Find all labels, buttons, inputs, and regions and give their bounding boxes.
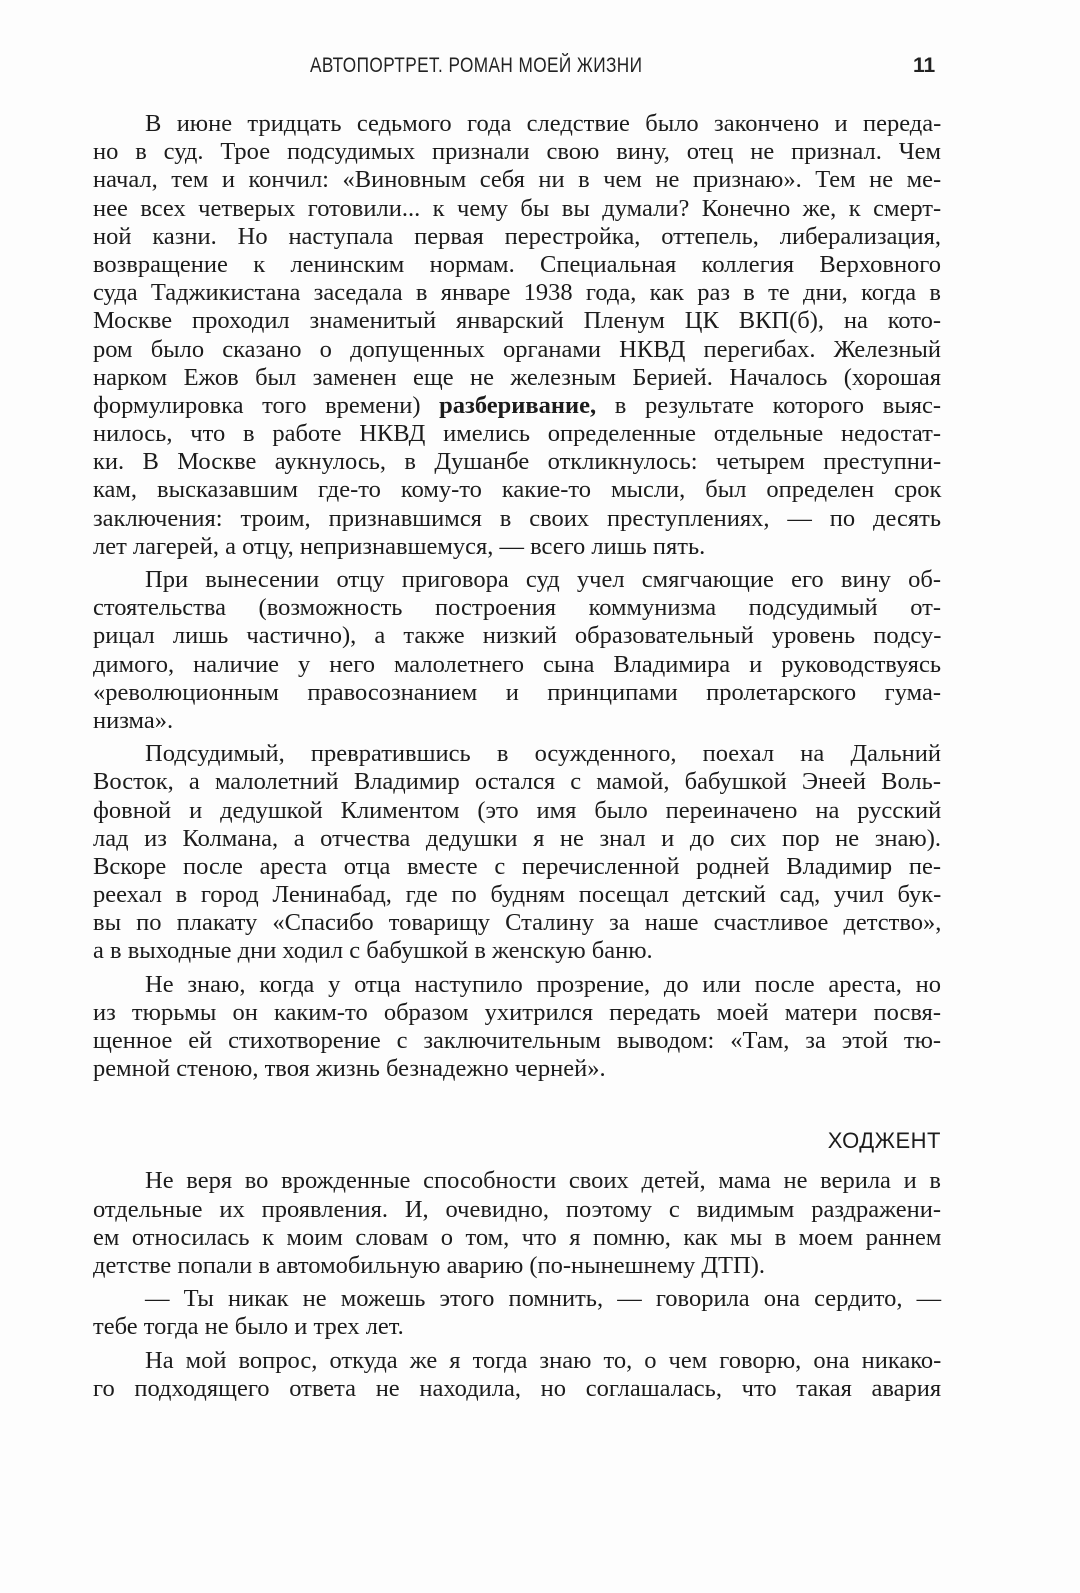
paragraph (93, 971, 941, 1084)
paragraph (93, 110, 941, 561)
text-line: реехал в город Ленинабад, где по будням посещал детский сад, учил бук- (93, 881, 942, 909)
text-line: рицал лишь частично), а также низкий образовательный уровень подсу- (93, 622, 942, 650)
text-line: щенное ей стихотворение с заключительным выводом: «Там, за этой тю- (93, 1027, 942, 1054)
text-line: ки. В Москве аукнулось, в Душанбе откликнулось: четырем преступни- (93, 448, 942, 476)
paragraph (93, 740, 941, 966)
text-line: го подходящего ответа не находила, но соглашалась, что такая авария (93, 1374, 942, 1402)
text-line: лет лагерей, а отцу, непризнавшемуся, — всего лишь пять. (93, 532, 706, 560)
bold-term: разберивание, (439, 391, 597, 419)
text-line: «революционным правосознанием и принципами пролетарского гума- (93, 678, 941, 706)
paragraph (93, 1347, 941, 1403)
text-line: На мой вопрос, откуда же я тогда знаю то, о чем говорю, она никако- (145, 1346, 942, 1374)
section-heading: ХОДЖЕНТ (827, 1128, 941, 1154)
text-line: заключения: троим, признавшимся в своих преступлениях, — по десять (93, 504, 941, 532)
text-line: но в суд. Трое подсудимых признали свою вину, отец не признал. Чем (93, 138, 941, 166)
text-line: ром было сказано о допущенных органами НКВД перегибах. Железный (93, 335, 941, 363)
text-fragment: в результате которого выяс- (596, 391, 942, 419)
body-text (93, 110, 941, 1408)
text-line: кам, высказавшим где-то кому-то какие-то мысли, был определен срок (93, 476, 942, 504)
paragraph (93, 1167, 941, 1280)
text-line: низма». (93, 706, 174, 734)
text-line: Восток, а малолетний Владимир остался с мамой, бабушкой Энеей Воль- (93, 768, 941, 796)
text-line: Вскоре после ареста отца вместе с перечисленной родней Владимир пе- (93, 852, 941, 880)
running-head-title: АВТОПОРТРЕТ. РОМАН МОЕЙ ЖИЗНИ (310, 54, 643, 77)
text-line: При вынесении отцу приговора суд учел смягчающие его вину об- (145, 566, 942, 593)
text-line: лад из Колмана, а отчества дедушки я не знал и до сих пор не знаю). (93, 824, 941, 852)
text-line: В июне тридцать седьмого года следствие было закончено и переда- (145, 110, 942, 137)
text-line: ремной стеною, твоя жизнь безнадежно черней». (93, 1055, 606, 1083)
text-line: суда Таджикистана заседала в январе 1938 года, как раз в те дни, когда в (93, 279, 942, 307)
text-line: а в выходные дни ходил с бабушкой в женскую баню. (93, 937, 653, 965)
text-line: димого, наличие у него малолетнего сына Владимира и руководствуясь (93, 650, 941, 678)
text-line: — Ты никак не можешь этого помнить, — говорила она сердито, — (145, 1285, 942, 1313)
page-number: 11 (913, 54, 936, 77)
text-line: фовной и дедушкой Климентом (это имя было переиначено на русский (93, 796, 942, 824)
paragraph (93, 1285, 941, 1341)
text-line: Москве проходил знаменитый январский Пленум ЦК ВКП(б), на кото- (93, 307, 942, 335)
text-line: детстве попали в автомобильную аварию (по-нынешнему ДТП). (93, 1251, 765, 1279)
paragraph (93, 566, 941, 735)
text-line: нее всех четверых готовили... к чему бы вы думали? Конечно же, к смерт- (93, 194, 942, 222)
text-line: возвращение к ленинским нормам. Специальная коллегия Верховного (93, 250, 941, 278)
text-line: нилось, что в работе НКВД имелись определенные отдельные недостат- (93, 420, 941, 448)
text-fragment: формулировка того времени) (93, 391, 440, 419)
text-line: ной казни. Но наступала первая перестройка, оттепель, либерализация, (93, 222, 941, 250)
text-line: тебе тогда не было и трех лет. (93, 1313, 404, 1341)
text-line: стоятельства (возможность построения коммунизма подсудимый от- (93, 594, 941, 622)
text-line: Не знаю, когда у отца наступило прозрение, до или после ареста, но (145, 970, 941, 998)
text-line: вы по плакату «Спасибо товарищу Сталину за наше счастливое детство», (93, 909, 942, 937)
text-line: из тюрьмы он каким-то образом ухитрился передать моей матери посвя- (93, 998, 941, 1026)
text-line (93, 392, 941, 420)
text-line: отдельные их проявления. И, очевидно, поэтому с видимым раздражени- (93, 1195, 942, 1223)
text-line: Не веря во врожденные способности своих детей, мама не верила и в (145, 1167, 941, 1195)
text-line: Подсудимый, превратившись в осужденного, поехал на Дальний (145, 740, 941, 768)
text-line: ем относилась к моим словам о том, что я помню, как мы в моем раннем (93, 1223, 942, 1251)
text-line: нарком Ежов был заменен еще не железным Берией. Началось (хорошая (93, 363, 941, 391)
text-line: начал, тем и кончил: «Виновным себя ни в чем не признаю». Тем не ме- (93, 166, 942, 194)
